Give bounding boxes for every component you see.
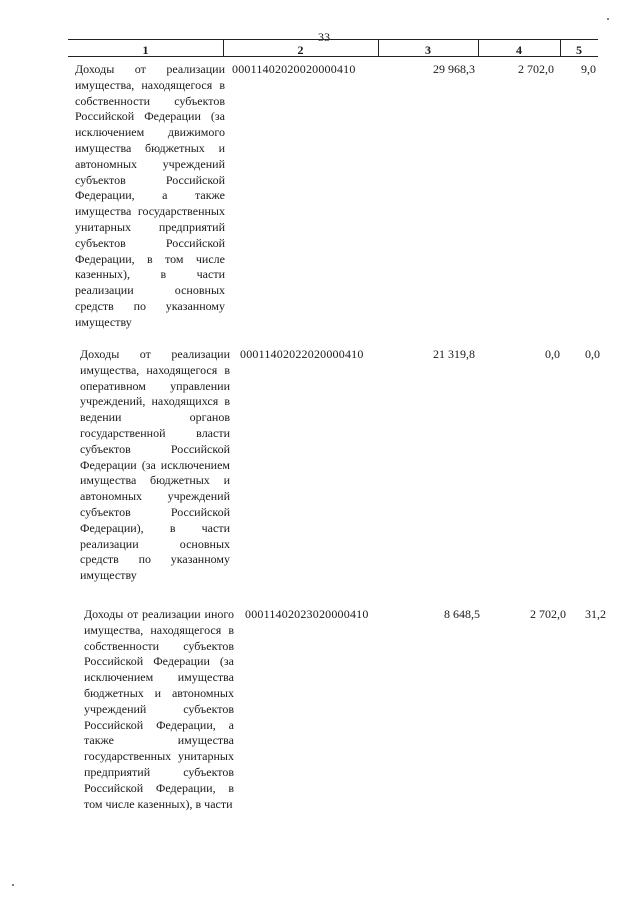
header-divider xyxy=(223,40,224,57)
header-divider xyxy=(478,40,479,57)
header-col-5: 5 xyxy=(576,43,582,57)
row-col5: 0,0 xyxy=(585,347,600,361)
scan-speck xyxy=(12,884,14,886)
row-description: Доходы от реализации иного имущества, находящегося в собственности субъектов Российской Федерации (за исключением имущества бюджетных и автономных учреждений субъектов Российской Федерации, а также имущества государственных унитарных предприятий субъектов Российской Федерации, в том числе казенных), в части xyxy=(84,607,234,811)
row-col3: 8 648,5 xyxy=(444,607,480,621)
row-description: Доходы от реализации имущества, находящегося в собственности субъектов Российской Федерации (за исключением движимого имущества бюджетных и автономных учреждений субъектов Российской Федерации, а также имущества государственных унитарных предприятий субъектов Российской Федерации, в том числе казенных), в части реализации основных средств по указанному имуществу xyxy=(75,62,225,329)
row-code: 00011402020020000410 xyxy=(232,62,356,76)
row-col5: 9,0 xyxy=(581,62,596,76)
scan-speck xyxy=(607,18,609,20)
row-col3: 29 968,3 xyxy=(433,62,475,76)
table-header xyxy=(68,40,598,57)
header-col-3: 3 xyxy=(425,43,431,57)
row-col3: 21 319,8 xyxy=(433,347,475,361)
row-code: 00011402022020000410 xyxy=(240,347,364,361)
row-description: Доходы от реализации имущества, находящегося в оперативном управлении учреждений, находящихся в ведении органов государственной власти субъектов Российской Федерации (за исключением имущества бюджетных и автономных учреждений субъектов Российской Федерации), в части реализации основных средств по указанному имуществу xyxy=(80,347,230,583)
page-number: 33 xyxy=(318,30,330,44)
row-col4: 2 702,0 xyxy=(518,62,554,76)
header-divider xyxy=(378,40,379,57)
header-col-2: 2 xyxy=(297,43,304,57)
row-col4: 2 702,0 xyxy=(530,607,566,621)
row-code: 00011402023020000410 xyxy=(245,607,369,621)
header-col-4: 4 xyxy=(516,43,522,57)
row-col5: 31,2 xyxy=(585,607,606,621)
row-col4: 0,0 xyxy=(545,347,560,361)
header-col-1: 1 xyxy=(142,43,149,57)
header-divider xyxy=(560,40,561,57)
